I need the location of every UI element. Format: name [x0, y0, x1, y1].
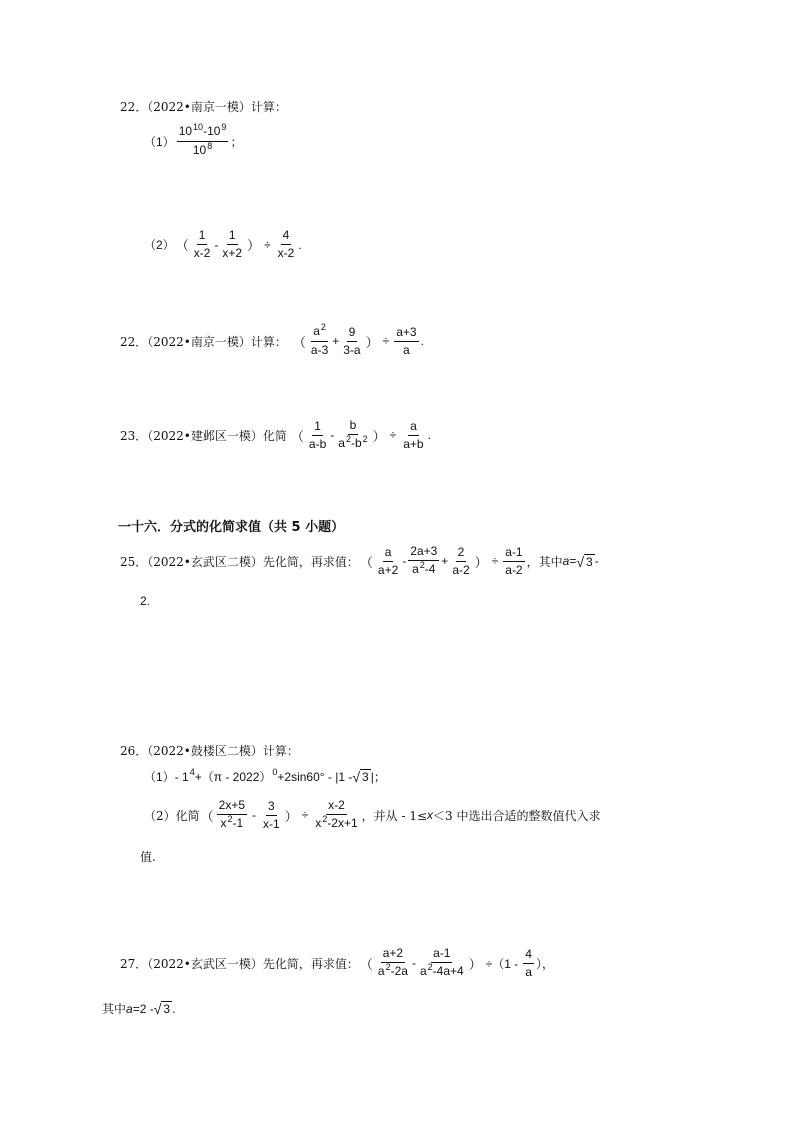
- radicand: 3: [163, 1002, 171, 1016]
- minus-sign: -: [411, 956, 416, 970]
- part-label: （1）: [144, 135, 175, 149]
- denominator: x-2: [193, 246, 211, 260]
- fraction: [217, 798, 247, 832]
- term: +（π - 2022）: [194, 770, 272, 784]
- exponent: 2: [427, 962, 433, 972]
- punctuation: ；: [230, 135, 243, 149]
- problem-header-text: 23．（2022•建邺区一模）化简: [120, 428, 287, 443]
- left-paren: （: [292, 334, 306, 350]
- fraction: [336, 418, 369, 452]
- denominator: [410, 561, 437, 578]
- problem-26-header: [120, 742, 299, 759]
- denominator: x-2: [277, 246, 295, 260]
- left-paren: （: [290, 428, 304, 444]
- term: -2a: [390, 964, 408, 978]
- problem-27-condition: [102, 1000, 175, 1017]
- term: - 1: [174, 769, 189, 784]
- numerator: x-2: [326, 798, 347, 815]
- part-label: （1）: [144, 770, 175, 784]
- exponent: 2: [345, 434, 351, 444]
- right-paren: ）: [247, 238, 261, 253]
- square-root: [352, 769, 370, 784]
- denominator: a-3: [310, 343, 329, 357]
- radicand: 3: [586, 554, 593, 569]
- problem-header-text: 22．（2022•南京一模）计算：: [120, 334, 287, 349]
- condition-text: ，其中: [526, 554, 563, 569]
- right-paren: ）: [365, 334, 379, 350]
- base: a: [412, 562, 419, 576]
- divide-sign: ÷: [389, 428, 397, 442]
- fraction: [450, 545, 471, 578]
- punctuation: .: [427, 428, 431, 442]
- minus-sign: -: [402, 554, 407, 568]
- divide-sign: ÷: [382, 334, 390, 348]
- fraction: [418, 946, 466, 980]
- term: -1: [232, 816, 244, 830]
- problem-25-continuation: [140, 594, 150, 608]
- exponent: 2: [322, 814, 328, 824]
- punctuation: ），: [535, 956, 554, 971]
- numerator: 4: [523, 947, 534, 964]
- fraction: [276, 228, 297, 261]
- condition-text: 其中: [102, 1002, 127, 1016]
- radical-icon: √: [576, 553, 585, 570]
- radical-icon: √: [153, 1001, 162, 1017]
- denominator: [376, 963, 410, 980]
- denominator: a-2: [452, 562, 470, 577]
- fraction: [341, 325, 362, 358]
- exponent: 2: [385, 962, 391, 972]
- denominator: [218, 815, 245, 832]
- exponent: 10: [193, 122, 204, 132]
- condition-text: ，并从 - 1≤: [361, 808, 428, 823]
- variable: a: [562, 554, 570, 568]
- fraction: [503, 545, 524, 578]
- denominator: x-1: [263, 816, 280, 831]
- radicand: 3: [362, 770, 369, 784]
- base: x: [220, 816, 227, 830]
- fraction: [192, 228, 213, 261]
- punctuation: .: [172, 1001, 176, 1016]
- part-label: （2）: [144, 238, 175, 252]
- right-paren: ）: [468, 956, 482, 972]
- exponent: 8: [207, 141, 213, 151]
- equals-sign: =: [569, 554, 577, 568]
- exponent: 9: [221, 122, 227, 132]
- left-paren: （: [200, 808, 214, 824]
- right-paren: ）: [474, 554, 488, 570]
- fraction: [376, 545, 400, 578]
- base: x: [315, 816, 322, 830]
- numerator: 9: [347, 325, 358, 342]
- denominator: [418, 963, 466, 980]
- numerator: [177, 124, 229, 142]
- problem-26-continuation: [140, 848, 156, 865]
- exponent: 2: [227, 814, 233, 824]
- denominator: a-b: [308, 436, 327, 451]
- numerator: 2x+5: [217, 798, 247, 815]
- left-paren: （: [175, 238, 189, 253]
- fraction: [261, 799, 282, 832]
- term: -4: [424, 562, 436, 576]
- numerator: a-1: [431, 946, 452, 963]
- minus-sign: -: [594, 554, 599, 568]
- punctuation: .: [420, 334, 424, 348]
- left-paren: （: [359, 956, 373, 972]
- base: 10: [207, 124, 221, 138]
- divide-sign: ÷: [301, 808, 309, 822]
- numerator: 2a+3: [408, 544, 439, 561]
- problem-23: [120, 418, 431, 452]
- denominator: a+2: [377, 562, 399, 577]
- minus-sign: -: [214, 237, 219, 252]
- base: 10: [178, 124, 193, 138]
- right-paren: ）: [284, 808, 298, 824]
- variable: a: [126, 1001, 133, 1016]
- variable: x: [427, 808, 434, 822]
- problem-22b: [120, 324, 424, 358]
- numerator: [311, 324, 328, 342]
- square-root: [576, 554, 594, 569]
- fraction: [307, 419, 328, 452]
- problem-header-text: 25．（2022•玄武区二模）先化简，再求值：: [120, 554, 359, 569]
- radical-icon: √: [352, 769, 361, 785]
- term: -2x+1: [327, 816, 358, 830]
- denominator: a: [525, 964, 532, 979]
- term: |；: [370, 770, 386, 784]
- divide-sign: ÷: [264, 237, 271, 252]
- term: -b: [350, 436, 362, 450]
- left-paren: （: [359, 554, 373, 570]
- problem-header-text: 26．（2022•鼓楼区二模）计算：: [120, 744, 299, 758]
- base: 10: [192, 143, 207, 157]
- condition-text: =2 -: [132, 1001, 154, 1016]
- problem-25: [120, 544, 599, 578]
- numerator: 4: [281, 228, 292, 245]
- numerator: 3: [266, 799, 277, 816]
- fraction: [313, 798, 359, 832]
- base: a: [313, 324, 320, 338]
- numerator: 1: [227, 228, 238, 245]
- denominator: a: [403, 342, 410, 357]
- plus-sign: +: [441, 554, 449, 568]
- exponent: 4: [189, 766, 195, 777]
- denominator: [191, 142, 214, 159]
- base: a: [377, 964, 385, 978]
- continuation-text: 2.: [140, 594, 151, 608]
- problem-22a-part1: [144, 124, 242, 159]
- continuation-text: 值.: [140, 850, 156, 864]
- denominator: a+b: [403, 436, 424, 451]
- exponent: 2: [419, 560, 425, 570]
- minus-sign: -: [252, 808, 257, 822]
- exponent: 0: [272, 766, 278, 777]
- minus-sign: -: [203, 124, 208, 138]
- fraction: [177, 124, 229, 159]
- numerator: b: [348, 418, 359, 435]
- part-label: （2）化简: [144, 808, 200, 823]
- denominator: [313, 815, 359, 832]
- problem-22a-header: [120, 98, 287, 115]
- exponent: 2: [362, 434, 368, 444]
- fraction: [401, 419, 425, 452]
- condition-text: ＜3 中选出合适的整数值代入求: [433, 808, 601, 823]
- numerator: 1: [312, 419, 323, 436]
- fraction: [523, 947, 534, 980]
- square-root: [154, 1001, 172, 1016]
- base: a: [419, 964, 427, 978]
- right-paren: ）: [372, 428, 386, 444]
- term: -4a+4: [432, 964, 464, 978]
- numerator: 2: [456, 545, 467, 562]
- numerator: a+3: [394, 325, 418, 342]
- problem-22a-part2: [144, 228, 302, 261]
- denominator: a-2: [505, 562, 523, 577]
- numerator: 1: [197, 228, 208, 245]
- plus-sign: +: [332, 334, 340, 348]
- minus-sign: -: [330, 428, 335, 442]
- numerator: a+2: [381, 946, 405, 963]
- problem-header-text: 27．（2022•玄武区一模）先化简，再求值：: [120, 956, 359, 971]
- fraction: [220, 228, 244, 261]
- exponent: 2: [320, 322, 326, 332]
- divide-sign: ÷: [491, 554, 499, 568]
- punctuation: .: [298, 237, 302, 252]
- term: +2sin60° - |1 -: [277, 769, 353, 784]
- problem-header-text: 22．（2022•南京一模）计算：: [120, 100, 287, 114]
- numerator: a: [383, 545, 394, 562]
- problem-26-part2: [144, 798, 601, 832]
- denominator: x+2: [222, 246, 243, 260]
- numerator: a-1: [503, 545, 524, 562]
- fraction: [408, 544, 439, 578]
- problem-26-part1: [144, 768, 386, 785]
- denominator: 3-a: [343, 342, 361, 357]
- numerator: a: [408, 419, 419, 436]
- fraction: [394, 325, 418, 358]
- fraction: [309, 324, 330, 358]
- fraction: [376, 946, 410, 980]
- problem-27: [120, 946, 554, 980]
- section-title: 一十六．分式的化简求值（共 5 小题）: [118, 520, 345, 535]
- base: a: [338, 436, 345, 450]
- divide-sign: ÷（1 -: [485, 956, 519, 971]
- denominator: [336, 435, 369, 452]
